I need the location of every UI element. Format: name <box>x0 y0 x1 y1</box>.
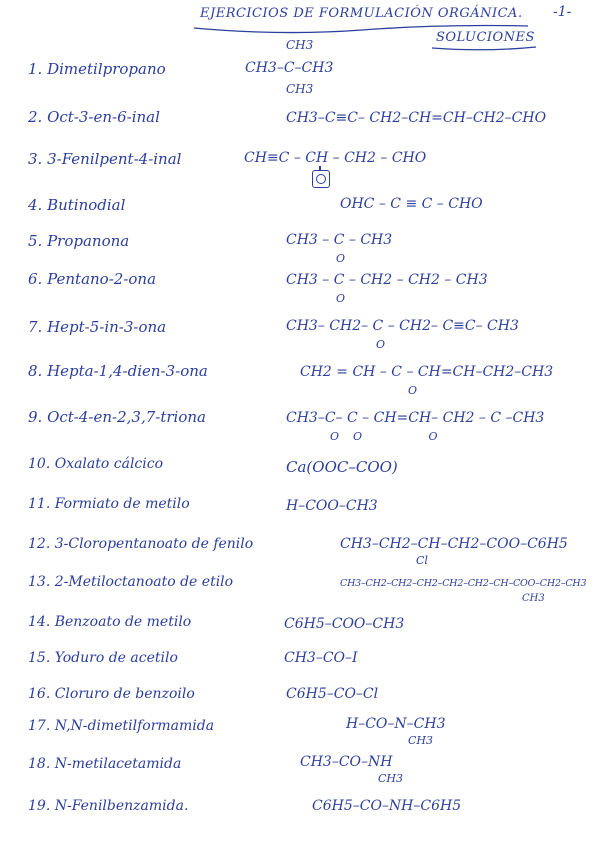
exercise-label-19: 19. N-Fenilbenzamida. <box>28 798 189 814</box>
sheet-title: EJERCICIOS DE FORMULACIÓN ORGÁNICA. <box>200 6 523 21</box>
exercise-label-5: 5. Propanona <box>28 232 130 250</box>
exercise-label-1: 1. Dimetilpropano <box>28 60 166 78</box>
exercise-formula-7: CH3– CH2– C – CH2– C≡C– CH3 <box>286 318 519 334</box>
exercise-formula-5: CH3 – C – CH3 <box>286 232 393 248</box>
exercise-label-7: 7. Hept-5-in-3-ona <box>28 318 167 336</box>
exercise-1-top-sub: CH3 <box>286 38 314 52</box>
exercise-9-bottom-sub: O O O <box>330 430 438 443</box>
exercise-label-15: 15. Yoduro de acetilo <box>28 650 178 666</box>
solutions-heading: SOLUCIONES <box>436 30 535 45</box>
exercise-formula-1: CH3–C–CH3 <box>245 60 334 76</box>
exercise-label-12: 12. 3-Cloropentanoato de fenilo <box>28 536 254 552</box>
exercise-formula-11: H–COO–CH3 <box>286 498 378 514</box>
exercise-17-bottom-sub: CH3 <box>408 734 434 747</box>
exercise-formula-2: CH3–C≡C– CH2–CH=CH–CH2–CHO <box>286 110 547 126</box>
exercise-formula-10: Ca(OOC–COO) <box>286 458 398 476</box>
exercise-label-18: 18. N-metilacetamida <box>28 756 182 772</box>
exercise-13-bottom-sub: CH3 <box>522 593 545 604</box>
exercise-formula-15: CH3–CO–I <box>284 650 358 666</box>
exercise-formula-14: C6H5–COO–CH3 <box>284 616 405 632</box>
exercise-formula-12: CH3–CH2–CH–CH2–COO–C6H5 <box>340 536 568 552</box>
exercise-label-10: 10. Oxalato cálcico <box>28 456 164 472</box>
exercise-formula-16: C6H5–CO–Cl <box>286 686 379 702</box>
exercise-label-8: 8. Hepta-1,4-dien-3-ona <box>28 362 208 380</box>
exercise-formula-18: CH3–CO–NH <box>300 754 393 770</box>
exercise-12-bottom-sub: Cl <box>416 554 428 567</box>
exercise-formula-17: H–CO–N–CH3 <box>346 716 446 732</box>
exercise-7-bottom-sub: O <box>376 338 386 351</box>
exercise-formula-13: CH3–CH2–CH2–CH2–CH2–CH2–CH–COO–CH2–CH3 <box>340 578 587 589</box>
exercise-formula-3: CH≡C – CH – CH2 – CHO <box>244 150 427 166</box>
exercise-label-3: 3. 3-Fenilpent-4-inal <box>28 150 182 168</box>
exercise-1-bottom-sub: CH3 <box>286 82 314 96</box>
exercise-label-16: 16. Cloruro de benzoilo <box>28 686 195 702</box>
exercise-formula-8: CH2 = CH – C – CH=CH–CH2–CH3 <box>300 364 554 380</box>
exercise-8-bottom-sub: O <box>408 384 418 397</box>
benzene-ring-icon <box>312 170 330 188</box>
exercise-formula-6: CH3 – C – CH2 – CH2 – CH3 <box>286 272 488 288</box>
exercise-label-2: 2. Oct-3-en-6-inal <box>28 108 160 126</box>
exercise-label-17: 17. N,N-dimetilformamida <box>28 718 215 734</box>
exercise-6-bottom-sub: O <box>336 292 346 305</box>
exercise-label-6: 6. Pentano-2-ona <box>28 270 157 288</box>
exercise-label-9: 9. Oct-4-en-2,3,7-triona <box>28 408 206 426</box>
exercise-formula-9: CH3–C– C – CH=CH– CH2 – C –CH3 <box>286 410 545 426</box>
solutions-underline <box>430 44 540 52</box>
exercise-5-bottom-sub: O <box>336 252 346 265</box>
exercise-label-13: 13. 2-Metiloctanoato de etilo <box>28 574 234 590</box>
exercise-label-11: 11. Formiato de metilo <box>28 496 190 512</box>
exercise-label-4: 4. Butinodial <box>28 196 126 214</box>
exercise-label-14: 14. Benzoato de metilo <box>28 614 192 630</box>
exercise-18-bottom-sub: CH3 <box>378 772 404 785</box>
exercise-formula-4: OHC – C ≡ C – CHO <box>340 196 483 212</box>
exercise-formula-19: C6H5–CO–NH–C6H5 <box>312 798 462 814</box>
page-number: -1- <box>553 4 572 20</box>
